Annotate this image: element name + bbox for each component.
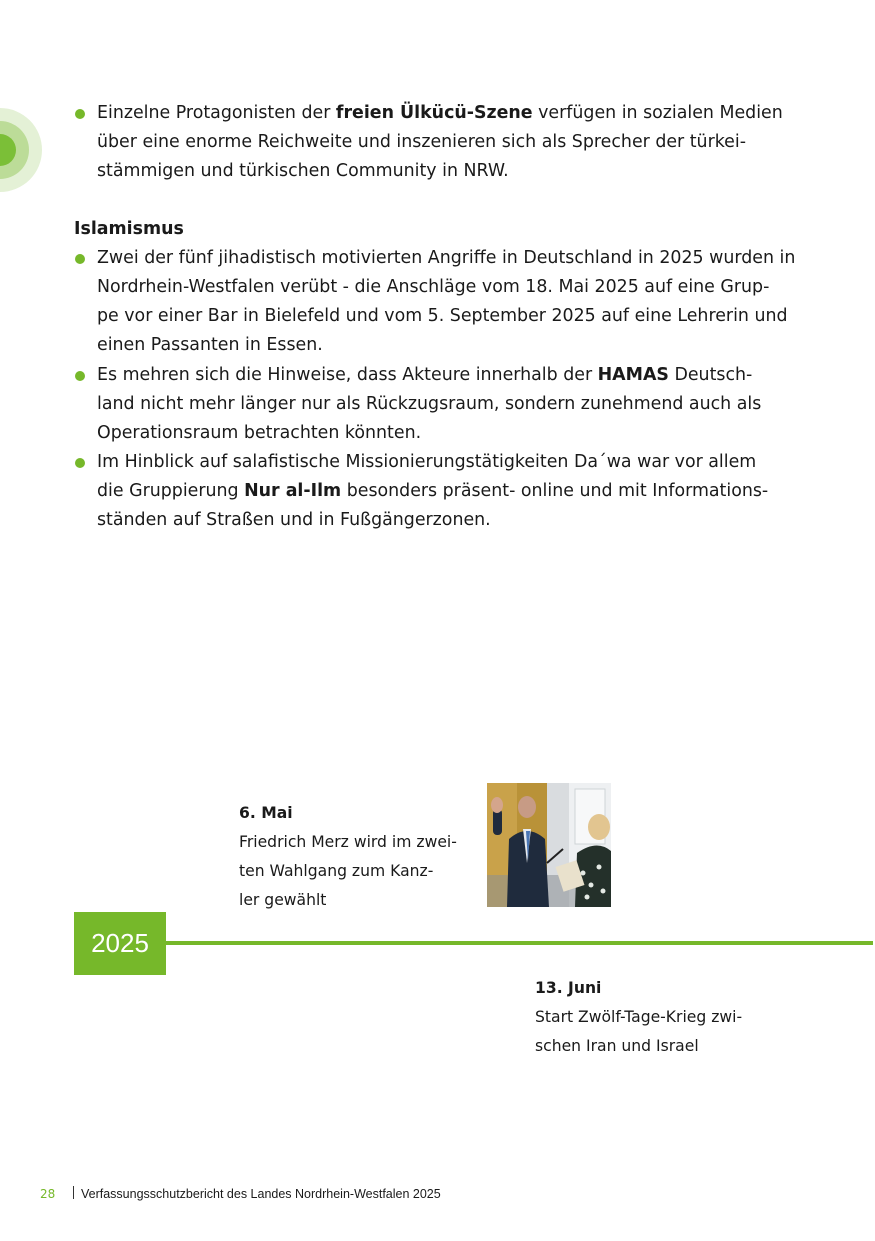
event-description — [239, 828, 457, 915]
emphasis: HAMAS — [597, 365, 669, 385]
text-line: Es mehren sich die Hinweise, dass Akteure innerhalb der HAMAS Deutsch- — [97, 365, 753, 385]
event-description-line: ten Wahlgang zum Kanz- — [239, 862, 434, 880]
text-line: stämmigen und türkischen Community in NRW. — [97, 161, 509, 181]
text-line: Zwei der fünf jihadistisch motivierten Angriffe in Deutschland in 2025 wurden in — [97, 248, 796, 268]
text-line: Nordrhein-Westfalen verübt - die Anschläge vom 18. Mai 2025 auf eine Grup- — [97, 277, 770, 297]
photo-swearing-in-image — [487, 783, 611, 907]
event-description — [535, 1003, 742, 1061]
text-line: Einzelne Protagonisten der freien Ülkücü-Szene verfügen in sozialen Medien — [97, 103, 783, 123]
text-line: Im Hinblick auf salafistische Missionierungstätigkeiten Da´wa war vor allem — [97, 452, 757, 472]
bullet-text — [97, 244, 794, 360]
bullet-dot-icon — [75, 371, 85, 381]
timeline-line — [166, 941, 873, 945]
event-photo — [487, 783, 611, 907]
text-line: land nicht mehr länger nur als Rückzugsraum, sondern zunehmend auch als — [97, 394, 762, 414]
bullet-item-hamas — [74, 361, 794, 448]
page-number: 28 — [40, 1187, 56, 1201]
event-date: 13. Juni — [535, 979, 602, 997]
emphasis: freien Ülkücü-Szene — [335, 103, 533, 123]
text-line: die Gruppierung Nur al-Ilm besonders präsent- online und mit Informations- — [97, 481, 769, 501]
bullet-dot-icon — [75, 458, 85, 468]
emphasis: Nur al-Ilm — [244, 481, 342, 501]
footer-title: Verfassungsschutzbericht des Landes Nordrhein-Westfalen 2025 — [81, 1187, 441, 1201]
event-description-line: ler gewählt — [239, 891, 327, 909]
bullet-text — [97, 99, 794, 186]
event-description-line: schen Iran und Israel — [535, 1037, 699, 1055]
bullet-dot-icon — [75, 109, 85, 119]
text-line: einen Passanten in Essen. — [97, 335, 323, 355]
text-line: über eine enorme Reichweite und inszenieren sich als Sprecher der türkei- — [97, 132, 746, 152]
event-description-line: Start Zwölf-Tage-Krieg zwi- — [535, 1008, 743, 1026]
timeline-event-13-juni — [535, 974, 742, 1061]
timeline-event-6-mai — [239, 799, 457, 915]
text-line: pe vor einer Bar in Bielefeld und vom 5. September 2025 auf eine Lehrerin und — [97, 306, 788, 326]
section-heading-islamismus: Islamismus — [74, 219, 184, 239]
bullet-item-angriffe — [74, 244, 794, 360]
bullet-text — [97, 361, 794, 448]
event-date: 6. Mai — [239, 804, 293, 822]
bullet-item-nur-al-ilm — [74, 448, 794, 535]
footer-separator — [73, 1186, 74, 1199]
text-line: Operationsraum betrachten könnten. — [97, 423, 422, 443]
bullet-text — [97, 448, 794, 535]
text-line: ständen auf Straßen und in Fußgängerzonen. — [97, 510, 491, 530]
bullet-dot-icon — [75, 254, 85, 264]
event-description-line: Friedrich Merz wird im zwei- — [239, 833, 457, 851]
timeline-year-badge: 2025 — [74, 912, 166, 975]
bullet-item-uelkuecue — [74, 99, 794, 186]
